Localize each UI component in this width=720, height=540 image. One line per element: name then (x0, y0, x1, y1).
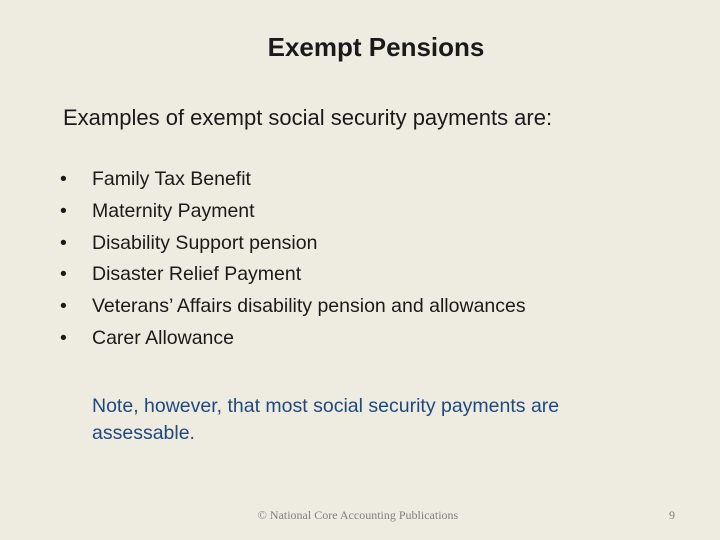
bullet-text: Family Tax Benefit (92, 168, 251, 190)
bullet-text: Maternity Payment (92, 199, 255, 222)
footer-copyright: © National Core Accounting Publications (257, 508, 459, 522)
bullet-icon: • (60, 199, 67, 222)
bullet-text: Disaster Relief Payment (92, 263, 302, 286)
note-text: Note, however, that most social security payments are assessable. (92, 395, 560, 444)
bullet-text: Carer Allowance (92, 326, 234, 349)
bullet-text: Veterans’ Affairs disability pension and allowances (92, 295, 526, 318)
bullet-icon: • (60, 295, 67, 318)
slide-title: Exempt Pensions (267, 32, 485, 62)
page-number: 9 (669, 508, 675, 522)
bullet-icon: • (60, 326, 67, 349)
intro-text: Examples of exempt social security payments are: (63, 105, 553, 130)
bullet-text: Disability Support pension (92, 231, 318, 254)
bullet-icon: • (60, 168, 67, 190)
bullet-icon: • (60, 263, 67, 286)
bullet-icon: • (60, 231, 67, 254)
